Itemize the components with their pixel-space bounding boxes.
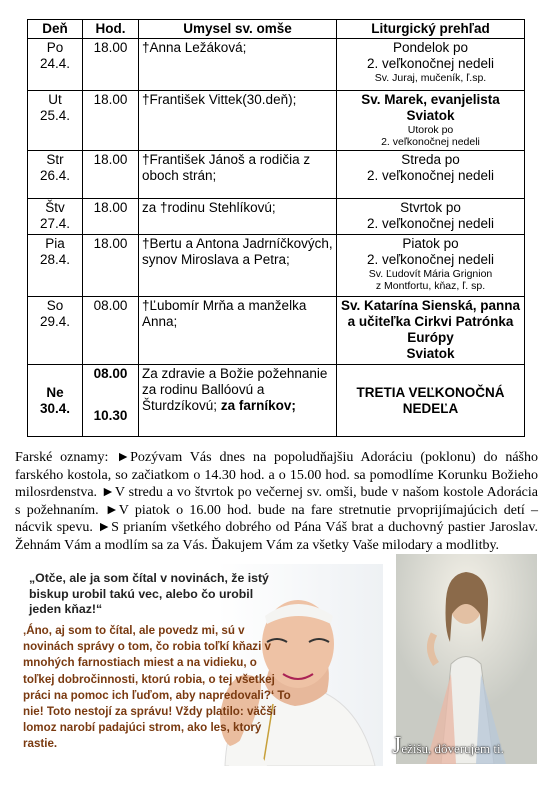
liturgy-cell: Sv. Katarína Sienská, panna a učiteľka Cirkvi Patrónka Európy Sviatok <box>337 297 525 365</box>
day-cell: Ut 25.4. <box>28 91 83 151</box>
day-cell: Štv 27.4. <box>28 199 83 235</box>
table-row <box>28 91 525 151</box>
liturgy-cell: Sv. Marek, evanjelista Sviatok Utorok po 2. veľkonočnej nedeli <box>337 91 525 151</box>
table-row <box>28 151 525 199</box>
header-intention: Umysel sv. omše <box>139 20 337 39</box>
liturgy-cell: Pondelok po 2. veľkonočnej nedeli Sv. Juraj, mučeník, ľ.sp. <box>337 39 525 91</box>
hour-cell: 08.00 <box>83 297 139 365</box>
header-day: Deň <box>28 20 83 39</box>
intention-cell: †Anna Ležáková; <box>139 39 337 91</box>
hour-cell: 18.00 <box>83 199 139 235</box>
table-row <box>28 235 525 297</box>
liturgy-cell: Stvrtok po 2. veľkonočnej nedeli <box>337 199 525 235</box>
intention-cell: †Ľubomír Mrňa a manželka Anna; <box>139 297 337 365</box>
liturgy-cell: TRETIA VEĽKONOČNÁ NEDEĽA <box>337 365 525 437</box>
intention-cell: †František Vittek(30.deň); <box>139 91 337 151</box>
header-liturgy: Liturgický prehľad <box>337 20 525 39</box>
day-cell: Po 24.4. <box>28 39 83 91</box>
hour-cell: 18.00 <box>83 151 139 199</box>
liturgy-cell: Piatok po 2. veľkonočnej nedeli Sv. Ľudovít Mária Grignion z Montfortu, kňaz, ľ. sp. <box>337 235 525 297</box>
mass-schedule-table <box>27 19 525 437</box>
divine-mercy-caption: Ježišu, dôverujem ti. <box>392 733 504 759</box>
intention-cell: †František Jánoš a rodičia z oboch strán; <box>139 151 337 199</box>
table-header-row <box>28 20 525 39</box>
hour-cell: 08.00 10.30 <box>83 365 139 437</box>
day-cell: So 29.4. <box>28 297 83 365</box>
table-row <box>28 199 525 235</box>
liturgy-cell: Streda po 2. veľkonočnej nedeli <box>337 151 525 199</box>
pope-quote-question: „Otče, ale ja som čítal v novinách, že istý biskup urobil takú vec, alebo čo urobil jeden kňaz!“ <box>29 571 269 616</box>
intention-cell: †Bertu a Antona Jadrníčkových, synov Miroslava a Petra; <box>139 235 337 297</box>
pope-quote-image <box>15 564 383 766</box>
hour-cell: 18.00 <box>83 235 139 297</box>
header-hour: Hod. <box>83 20 139 39</box>
hour-cell: 18.00 <box>83 91 139 151</box>
day-cell: Pia 28.4. <box>28 235 83 297</box>
day-cell: Str 26.4. <box>28 151 83 199</box>
hour-cell: 18.00 <box>83 39 139 91</box>
table-row <box>28 39 525 91</box>
day-cell: Ne 30.4. <box>28 365 83 437</box>
intention-cell: za †rodinu Stehlíkovú; <box>139 199 337 235</box>
intention-cell: Za zdravie a Božie požehnanie za rodinu Ballóovú a Šturdzíkovú; za farníkov; <box>139 365 337 437</box>
pope-quote-answer: ‚Áno, aj som to čítal, ale povedz mi, sú v novinách správy o tom, čo robia toľkí kňazi v mnohých farnostiach miest a na vidieku, o toľkej dobročinnosti, ktorú robia, o tej všetkej práci na pomoc ich ľuďom, aby napredovali?‘ To nie! Toto nestojí za správu! Vždy platilo: väčší lomoz narobí padajúci strom, ako les, ktorý rastie. <box>23 624 291 751</box>
table-row <box>28 297 525 365</box>
parish-announcements: Farské oznamy: ►Pozývam Vás dnes na popoludňajšiu Adoráciu (poklonu) do nášho farského kostola, so začiatkom o 14.30 hod. a o 15.00 hod. sa pomodlíme Korunku Božieho milosrdenstva. ►V stredu a vo štvrtok po večernej sv. omši, bude v našom kostole Adorácia s požehnaním. ►V piatok o 16.00 hod. bude na fare stretnutie prvoprijímajúcich detí – nácvik spevu. ►S prianím všetkého dobrého od Pána Váš brat a duchovný pastier Jaroslav. Žehnám Vám a modlím sa za Vás. Ďakujem Vám za všetky Vaše milodary a modlitby. <box>15 450 538 553</box>
table-row <box>28 365 525 437</box>
